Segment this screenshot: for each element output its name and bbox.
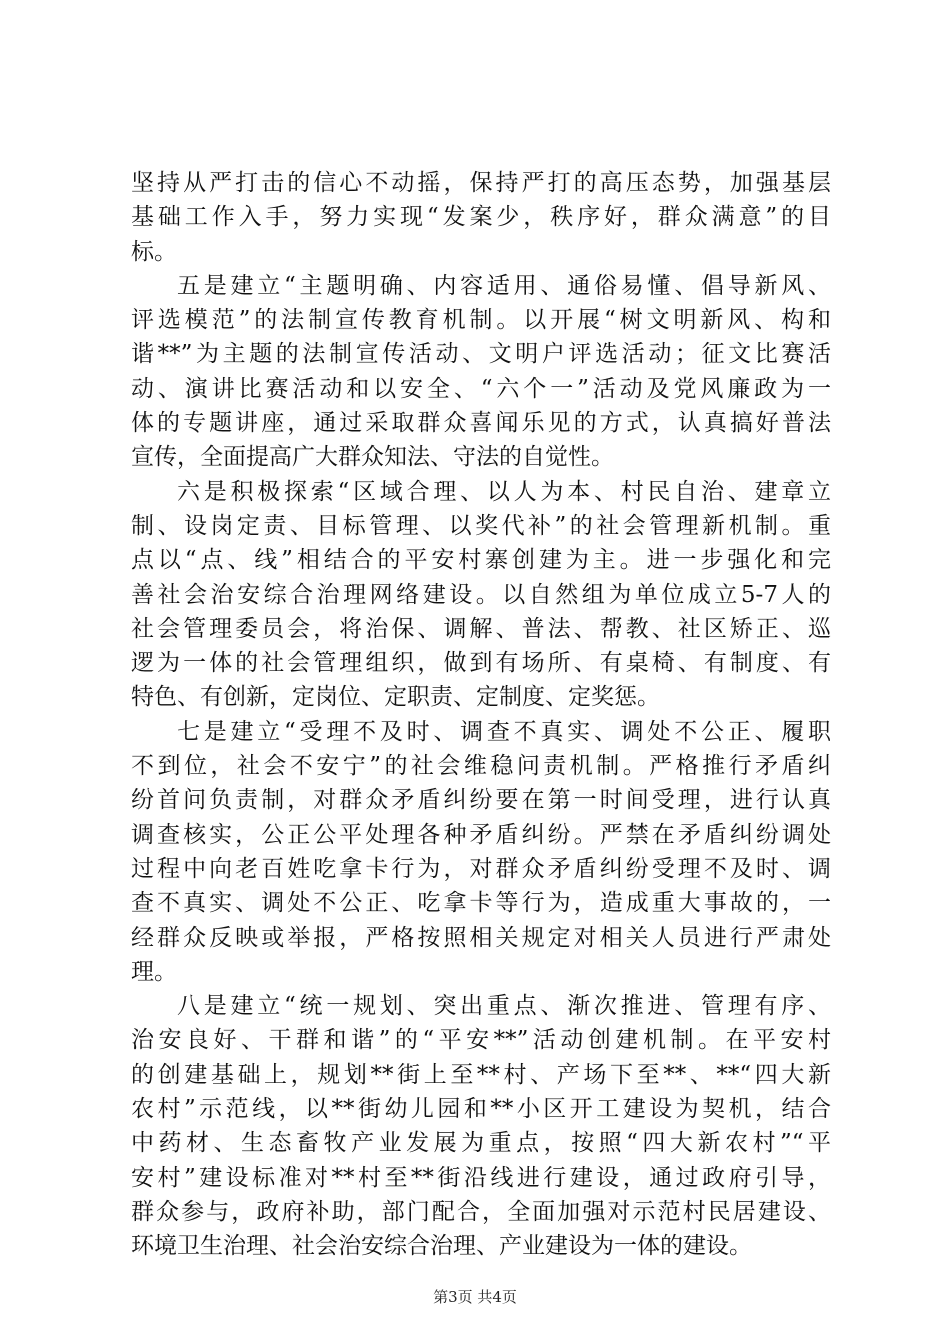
paragraph-line: 点以“点、线”相结合的平安村寨创建为主。进一步强化和完 xyxy=(131,547,831,574)
paragraph-line: 理。 xyxy=(131,958,177,985)
paragraph-line: 农村”示范线，以**街幼儿园和**小区开工建设为契机，结合 xyxy=(131,1096,831,1123)
paragraph xyxy=(131,269,831,475)
paragraph-line: 体的专题讲座，通过采取群众喜闻乐见的方式，认真搞好普法 xyxy=(131,410,831,437)
paragraph-line: 制、设岗定责、目标管理、以奖代补”的社会管理新机制。重 xyxy=(131,512,831,539)
paragraph-line: 环境卫生治理、社会治安综合治理、产业建设为一体的建设。 xyxy=(131,1233,752,1260)
paragraph-line: 八是建立“统一规划、突出重点、渐次推进、管理有序、 xyxy=(177,993,831,1020)
paragraph-line: 七是建立“受理不及时、调查不真实、调处不公正、履职 xyxy=(177,718,831,745)
paragraph xyxy=(131,989,831,1263)
paragraph-line: 谐**”为主题的法制宣传活动、文明户评选活动；征文比赛活 xyxy=(131,341,831,368)
paragraph-line: 坚持从严打击的信心不动摇，保持严打的高压态势，加强基层 xyxy=(131,170,831,196)
paragraph-line: 标。 xyxy=(131,238,177,265)
paragraph-line: 社会管理委员会，将治保、调解、普法、帮教、社区矫正、巡 xyxy=(131,615,831,642)
paragraph-line: 治安良好、干群和谐”的“平安**”活动创建机制。在平安村 xyxy=(131,1027,831,1054)
paragraph-line: 逻为一体的社会管理组织，做到有场所、有桌椅、有制度、有 xyxy=(131,650,831,677)
paragraph xyxy=(131,715,831,989)
document-body xyxy=(131,166,831,1264)
paragraph-line: 纷首问负责制，对群众矛盾纠纷要在第一时间受理，进行认真 xyxy=(131,787,831,814)
paragraph-line: 基础工作入手，努力实现“发案少，秩序好，群众满意”的目 xyxy=(131,204,831,231)
paragraph-line: 评选模范”的法制宣传教育机制。以开展“树文明新风、构和 xyxy=(131,307,831,334)
paragraph-line: 善社会治安综合治理网络建设。以自然组为单位成立5-7人的 xyxy=(131,581,831,608)
paragraph-line: 调查核实，公正公平处理各种矛盾纠纷。严禁在矛盾纠纷调处 xyxy=(131,821,831,848)
paragraph-line: 五是建立“主题明确、内容适用、通俗易懂、倡导新风、 xyxy=(177,272,831,299)
page-number-footer: 第3页 共4页 xyxy=(433,1288,517,1306)
paragraph-line: 中药材、生态畜牧产业发展为重点，按照“四大新农村”“平 xyxy=(131,1130,831,1157)
paragraph xyxy=(131,475,831,715)
paragraph-line: 查不真实、调处不公正、吃拿卡等行为，造成重大事故的，一 xyxy=(131,890,831,917)
paragraph-line: 动、演讲比赛活动和以安全、“六个一”活动及党风廉政为一 xyxy=(131,375,831,402)
paragraph-line: 安村”建设标准对**村至**街沿线进行建设，通过政府引导， xyxy=(131,1164,831,1191)
paragraph-line: 不到位，社会不安宁”的社会维稳问责机制。严格推行矛盾纠 xyxy=(131,753,831,780)
paragraph xyxy=(131,166,831,269)
paragraph-line: 经群众反映或举报，严格按照相关规定对相关人员进行严肃处 xyxy=(131,924,831,951)
paragraph-line: 宣传，全面提高广大群众知法、守法的自觉性。 xyxy=(131,444,614,471)
paragraph-line: 过程中向老百姓吃拿卡行为，对群众矛盾纠纷受理不及时、调 xyxy=(131,855,831,882)
paragraph-line: 特色、有创新，定岗位、定职责、定制度、定奖惩。 xyxy=(131,684,660,711)
paragraph-line: 六是积极探索“区域合理、以人为本、村民自治、建章立 xyxy=(177,478,831,505)
paragraph-line: 群众参与，政府补助，部门配合，全面加强对示范村民居建设、 xyxy=(131,1198,831,1225)
paragraph-line: 的创建基础上，规划**街上至**村、产场下至**、**“四大新 xyxy=(131,1061,831,1088)
